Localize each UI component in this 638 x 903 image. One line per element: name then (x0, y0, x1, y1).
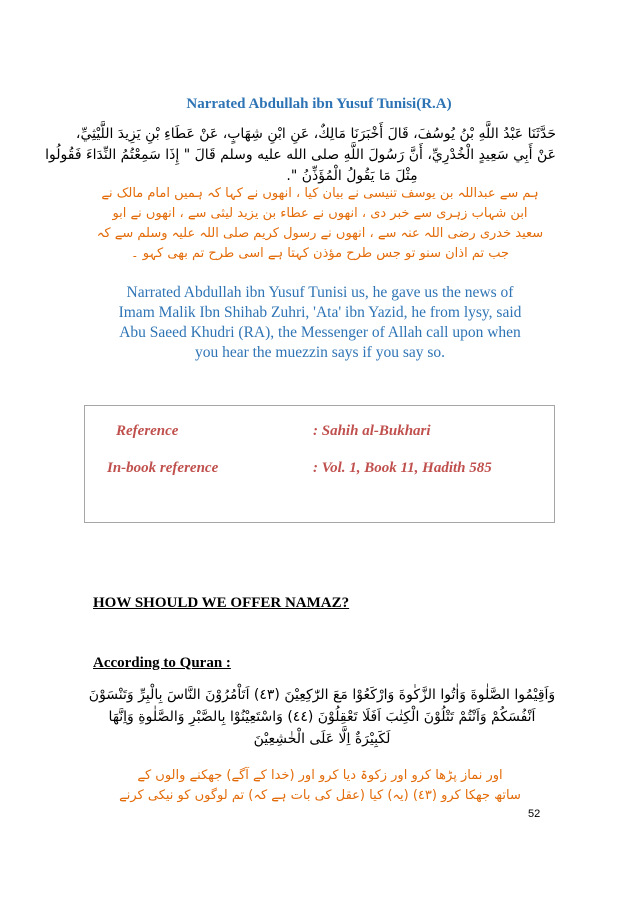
urdu-line: جب تم اذان سنو تو جس طرح مؤذن کہتا ہے اسی طرح تم بھی کہو ۔ (130, 246, 510, 261)
quran-line: اَنْفُسَكُمْ وَاَنْتُمْ تَتْلُوْنَ الْكِتٰبَ اَفَلَا تَعْقِلُوْنَ (٤٤) وَاسْتَعِيْنُوْا بِالصَّبْرِ وَالصَّلٰوةِ وَاِنَّهَا (108, 709, 536, 725)
urdu-line: اور نماز پڑھا کرو اور زکوۃ دیا کرو اور (خدا کے آگے) جھکنے والوں کے (137, 768, 503, 783)
quran-line: وَاَقِيْمُوا الصَّلٰوةَ وَاٰتُوا الزَّكٰوةَ وَارْكَعُوْا مَعَ الرّٰكِعِيْنَ (٤٣) اَتَاْمُرُوْنَ النَّاسَ بِالْبِرِّ وَتَنْسَوْنَ (88, 687, 556, 703)
urdu-line: ہم سے عبداللہ بن یوسف تنیسی نے بیان کیا ، انھوں نے کہا کہ ہمیں امام مالک نے (101, 186, 539, 201)
in-book-reference-value: : Vol. 1, Book 11, Hadith 585 (313, 460, 492, 476)
reference-label: Reference (116, 423, 179, 439)
urdu-line: ابن شہاب زہری سے خبر دی ، انھوں نے عطاء بن یزید لیثی سے ، انھوں نے ابو (112, 206, 528, 221)
in-book-reference-label: In-book reference (107, 460, 219, 476)
hadith-arabic-text (45, 124, 556, 187)
english-line: you hear the muezzin says if you say so. (194, 344, 446, 361)
arabic-line: عَنْ أَبِي سَعِيدٍ الْخُدْرِيِّ، أَنَّ رَسُولَ اللَّهِ صلى الله عليه وسلم قَالَ " إِذَا سَمِعْتُمُ النِّدَاءَ فَقُولُوا (45, 147, 556, 163)
english-line: Abu Saeed Khudri (RA), the Messenger of Allah call upon when (119, 324, 521, 341)
quran-arabic-text (88, 684, 556, 750)
quran-urdu-text (84, 766, 556, 806)
english-line: Imam Malik Ibn Shihab Zuhri, 'Ata' ibn Yazid, he from lysy, said (118, 304, 522, 321)
quran-line: لَكَبِيْرَةٌ اِلَّا عَلَى الْخٰشِعِيْنَ (253, 731, 391, 747)
arabic-line: مِثْلَ مَا يَقُولُ الْمُؤَذِّنُ ". (286, 168, 418, 184)
urdu-line: سعید خدری رضی اللہ عنہ سے ، انھوں نے رسول کریم صلی اللہ علیہ وسلم سے کہ (96, 226, 544, 241)
hadith-urdu-text (84, 184, 556, 264)
reference-value: : Sahih al-Bukhari (313, 423, 431, 439)
reference-box (84, 405, 555, 523)
hadith-title: Narrated Abdullah ibn Yusuf Tunisi(R.A) (186, 96, 452, 112)
section-heading: HOW SHOULD WE OFFER NAMAZ? (93, 595, 350, 611)
page-number: 52 (528, 808, 541, 820)
english-line: Narrated Abdullah ibn Yusuf Tunisi us, he gave us the news of (126, 284, 514, 301)
arabic-line: حَدَّثَنَا عَبْدُ اللَّهِ بْنُ يُوسُفَ، قَالَ أَخْبَرَنَا مَالِكٌ، عَنِ ابْنِ شِهَابٍ، عَنْ عَطَاءِ بْنِ يَزِيدَ اللَّيْثِيِّ، (75, 126, 556, 142)
hadith-english-text (86, 283, 554, 363)
subheading: According to Quran : (93, 655, 231, 671)
urdu-line: ساتھ جھکا کرو (٤٣) (یہ) کیا (عقل کی بات ہے کہ) تم لوگوں کو نیکی کرنے (119, 788, 521, 803)
